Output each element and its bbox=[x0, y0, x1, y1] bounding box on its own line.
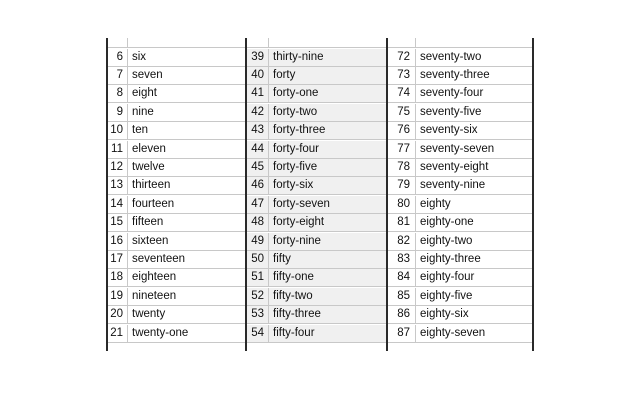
table-column-block-2 bbox=[246, 38, 387, 351]
row-word: seventy-four bbox=[420, 87, 484, 100]
table-row bbox=[106, 288, 246, 306]
row-word: thirteen bbox=[132, 179, 171, 192]
table-row bbox=[387, 159, 534, 177]
table-row bbox=[246, 288, 387, 306]
table-row bbox=[387, 122, 534, 140]
row-word: fifty-three bbox=[273, 308, 321, 321]
table-row bbox=[106, 251, 246, 269]
row-number: 11 bbox=[106, 141, 128, 159]
row-number: 14 bbox=[106, 196, 128, 214]
table-row bbox=[106, 122, 246, 140]
row-number bbox=[106, 38, 128, 48]
table-column-block-1 bbox=[106, 38, 246, 351]
row-word: eighty-seven bbox=[420, 326, 486, 339]
table-row bbox=[106, 177, 246, 195]
row-word: seventy-three bbox=[420, 68, 490, 81]
table-row bbox=[106, 67, 246, 85]
row-word: seventy-five bbox=[420, 105, 482, 118]
table-row bbox=[246, 325, 387, 343]
table-row bbox=[387, 49, 534, 67]
row-word: forty-seven bbox=[273, 197, 330, 210]
row-number: 8 bbox=[106, 85, 128, 103]
row-number: 49 bbox=[246, 233, 269, 251]
row-word: seventy-six bbox=[420, 124, 478, 137]
row-word: eleven bbox=[132, 142, 166, 155]
table-row bbox=[246, 67, 387, 85]
table-row bbox=[246, 38, 387, 48]
table-row bbox=[387, 85, 534, 103]
row-word: forty-eight bbox=[273, 216, 325, 229]
row-number: 19 bbox=[106, 288, 128, 306]
table-row bbox=[387, 214, 534, 232]
row-word: seventy-eight bbox=[420, 160, 489, 173]
row-word: seventy-two bbox=[420, 50, 482, 63]
row-number: 44 bbox=[246, 141, 269, 159]
table-row bbox=[387, 306, 534, 324]
row-word: fourteen bbox=[132, 197, 175, 210]
table-row bbox=[246, 306, 387, 324]
table-row bbox=[106, 104, 246, 122]
row-number: 7 bbox=[106, 67, 128, 85]
row-word: eighty bbox=[420, 197, 451, 210]
row-number: 85 bbox=[387, 288, 416, 306]
row-number: 20 bbox=[106, 306, 128, 324]
row-number: 86 bbox=[387, 306, 416, 324]
table-row bbox=[387, 325, 534, 343]
row-word: forty-six bbox=[273, 179, 314, 192]
row-number: 13 bbox=[106, 177, 128, 195]
row-number: 40 bbox=[246, 67, 269, 85]
table-row bbox=[246, 196, 387, 214]
row-number: 9 bbox=[106, 104, 128, 122]
row-number: 15 bbox=[106, 214, 128, 232]
row-number: 17 bbox=[106, 251, 128, 269]
row-word: eighty-one bbox=[420, 216, 474, 229]
table-row bbox=[387, 233, 534, 251]
row-word: sixteen bbox=[132, 234, 169, 247]
row-number: 16 bbox=[106, 233, 128, 251]
table-column-block-3 bbox=[387, 38, 534, 351]
row-word: fifty bbox=[273, 252, 291, 265]
table-row bbox=[246, 269, 387, 287]
row-word: eighty-three bbox=[420, 252, 481, 265]
table-row bbox=[387, 196, 534, 214]
row-number: 80 bbox=[387, 196, 416, 214]
table-row bbox=[246, 141, 387, 159]
row-number: 83 bbox=[387, 251, 416, 269]
table-row bbox=[246, 251, 387, 269]
row-number: 75 bbox=[387, 104, 416, 122]
row-word: eighteen bbox=[132, 271, 177, 284]
row-word: eight bbox=[132, 87, 157, 100]
table-row bbox=[106, 159, 246, 177]
row-number: 52 bbox=[246, 288, 269, 306]
table-row bbox=[387, 269, 534, 287]
row-word: eighty-four bbox=[420, 271, 475, 284]
table-row bbox=[106, 325, 246, 343]
row-word: seventy-seven bbox=[420, 142, 495, 155]
row-word: forty-two bbox=[273, 105, 318, 118]
number-words-table bbox=[106, 38, 534, 351]
table-row bbox=[246, 177, 387, 195]
row-word: fifteen bbox=[132, 216, 164, 229]
row-number: 45 bbox=[246, 159, 269, 177]
table-row bbox=[387, 67, 534, 85]
row-number: 43 bbox=[246, 122, 269, 140]
row-word: forty-one bbox=[273, 87, 319, 100]
row-word: nineteen bbox=[132, 289, 177, 302]
table-row bbox=[106, 141, 246, 159]
row-number: 48 bbox=[246, 214, 269, 232]
row-word: forty-three bbox=[273, 124, 326, 137]
table-row bbox=[246, 159, 387, 177]
row-word: seventy-nine bbox=[420, 179, 486, 192]
row-number: 78 bbox=[387, 159, 416, 177]
row-number: 47 bbox=[246, 196, 269, 214]
table-row bbox=[106, 38, 246, 48]
table-row bbox=[106, 85, 246, 103]
row-number: 74 bbox=[387, 85, 416, 103]
row-word: six bbox=[132, 50, 147, 63]
row-number: 87 bbox=[387, 325, 416, 343]
table-row bbox=[387, 288, 534, 306]
row-word: twenty bbox=[132, 308, 166, 321]
row-number: 39 bbox=[246, 49, 269, 67]
row-word: seventeen bbox=[132, 252, 186, 265]
row-word: twenty-one bbox=[132, 326, 189, 339]
row-word: fifty-one bbox=[273, 271, 314, 284]
table-left-border bbox=[106, 38, 108, 351]
table-row bbox=[246, 85, 387, 103]
row-number: 6 bbox=[106, 49, 128, 67]
row-number: 84 bbox=[387, 269, 416, 287]
table-row bbox=[106, 233, 246, 251]
table-row bbox=[246, 122, 387, 140]
table-row bbox=[246, 104, 387, 122]
table-row bbox=[106, 269, 246, 287]
row-word: forty-nine bbox=[273, 234, 321, 247]
row-word: forty-four bbox=[273, 142, 320, 155]
table-row bbox=[387, 104, 534, 122]
row-number: 72 bbox=[387, 49, 416, 67]
row-number: 21 bbox=[106, 325, 128, 343]
row-word: ten bbox=[132, 124, 148, 137]
table-row bbox=[246, 214, 387, 232]
table-row bbox=[246, 49, 387, 67]
table-row bbox=[387, 38, 534, 48]
row-word: eighty-five bbox=[420, 289, 473, 302]
row-word: eighty-six bbox=[420, 308, 469, 321]
row-number: 53 bbox=[246, 306, 269, 324]
table-row bbox=[106, 196, 246, 214]
column-divider-1 bbox=[245, 38, 247, 351]
row-number: 18 bbox=[106, 269, 128, 287]
table-right-border bbox=[532, 38, 534, 351]
row-number: 79 bbox=[387, 177, 416, 195]
row-number: 81 bbox=[387, 214, 416, 232]
row-word: fifty-four bbox=[273, 326, 315, 339]
row-number: 73 bbox=[387, 67, 416, 85]
row-word: eighty-two bbox=[420, 234, 473, 247]
row-word: forty bbox=[273, 68, 296, 81]
row-number: 54 bbox=[246, 325, 269, 343]
row-number: 77 bbox=[387, 141, 416, 159]
row-number bbox=[387, 38, 416, 48]
table-row bbox=[387, 177, 534, 195]
table-row bbox=[387, 251, 534, 269]
row-number: 50 bbox=[246, 251, 269, 269]
row-number: 46 bbox=[246, 177, 269, 195]
row-number: 51 bbox=[246, 269, 269, 287]
row-word: thirty-nine bbox=[273, 50, 324, 63]
row-word: seven bbox=[132, 68, 163, 81]
row-number: 12 bbox=[106, 159, 128, 177]
table-row bbox=[106, 214, 246, 232]
table-row bbox=[387, 141, 534, 159]
row-word: forty-five bbox=[273, 160, 318, 173]
row-number: 42 bbox=[246, 104, 269, 122]
table-row bbox=[106, 306, 246, 324]
row-number: 10 bbox=[106, 122, 128, 140]
table-row bbox=[246, 233, 387, 251]
row-word: fifty-two bbox=[273, 289, 313, 302]
table-row bbox=[106, 49, 246, 67]
row-number: 41 bbox=[246, 85, 269, 103]
row-word: twelve bbox=[132, 160, 165, 173]
row-number: 76 bbox=[387, 122, 416, 140]
row-number: 82 bbox=[387, 233, 416, 251]
column-divider-2 bbox=[386, 38, 388, 351]
row-number bbox=[246, 38, 269, 48]
row-word: nine bbox=[132, 105, 154, 118]
